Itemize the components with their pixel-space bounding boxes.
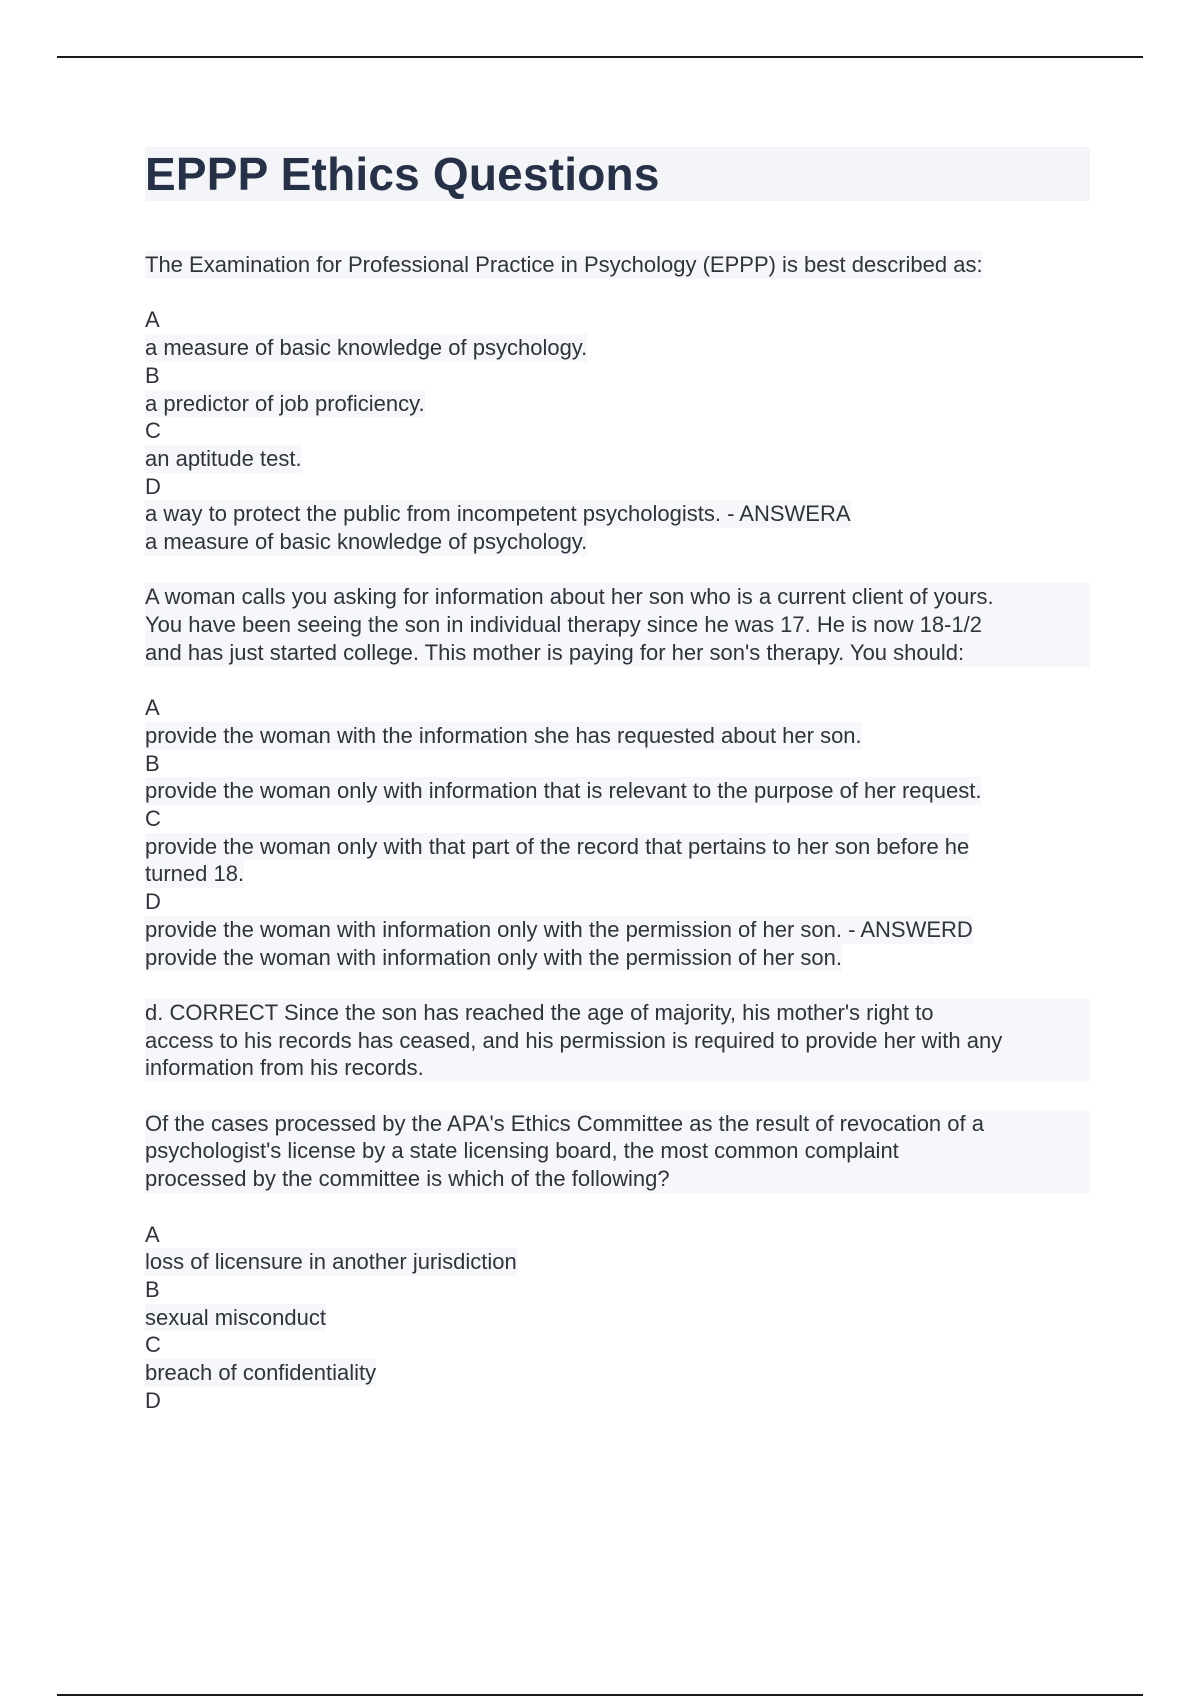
option-letter: B: [145, 1276, 160, 1302]
option-text: turned 18.: [145, 861, 245, 887]
option-letter: B: [145, 750, 160, 776]
question-line: A woman calls you asking for information about her son who is a current client of yours.: [145, 584, 994, 610]
option-text: breach of confidentiality: [145, 1360, 377, 1386]
option-letter: A: [145, 695, 160, 721]
bottom-rule: [57, 1694, 1143, 1696]
explanation-line: access to his records has ceased, and his permission is required to provide her with any: [145, 1027, 1003, 1053]
title-band: [145, 147, 1090, 201]
option-text: provide the woman with the information she has requested about her son.: [145, 722, 862, 748]
question-line: Of the cases processed by the APA's Ethics Committee as the result of revocation of a: [145, 1110, 984, 1136]
option-letter: B: [145, 362, 160, 388]
question-2-text: [145, 583, 1090, 666]
answer-text: provide the woman with information only with the permission of her son.: [145, 944, 843, 970]
option-text: a predictor of job proficiency.: [145, 390, 425, 416]
question-line: processed by the committee is which of the following?: [145, 1166, 670, 1192]
top-rule: [57, 56, 1143, 58]
explanation: [145, 999, 1090, 1082]
option-letter: D: [145, 473, 161, 499]
option-letter: A: [145, 1221, 160, 1247]
question-3: [145, 1110, 1090, 1415]
option-text: a measure of basic knowledge of psychology.: [145, 335, 588, 361]
question-1: [145, 251, 1090, 556]
option-text: a way to protect the public from incompetent psychologists. - ANSWERA: [145, 501, 851, 527]
option-letter: D: [145, 889, 161, 915]
option-text: provide the woman only with information that is relevant to the purpose of her request.: [145, 778, 982, 804]
question-line: You have been seeing the son in individual therapy since he was 17. He is now 18-1/2: [145, 612, 982, 638]
option-letter: A: [145, 307, 160, 333]
option-text: sexual misconduct: [145, 1304, 326, 1330]
option-letter: C: [145, 418, 161, 444]
explanation-line: d. CORRECT Since the son has reached the age of majority, his mother's right to: [145, 999, 934, 1025]
question-line: and has just started college. This mother is paying for her son's therapy. You should:: [145, 639, 965, 665]
document-body: [145, 147, 1090, 1414]
page-title: EPPP Ethics Questions: [145, 148, 660, 200]
question-3-text: [145, 1110, 1090, 1193]
option-text: loss of licensure in another jurisdiction: [145, 1249, 517, 1275]
option-text: provide the woman with information only with the permission of her son. - ANSWERD: [145, 916, 973, 942]
answer-text: a measure of basic knowledge of psychology.: [145, 529, 588, 555]
question-1-text: The Examination for Professional Practice in Psychology (EPPP) is best described as:: [145, 252, 983, 277]
question-2: [145, 583, 1090, 1082]
option-letter: C: [145, 806, 161, 832]
option-letter: D: [145, 1387, 161, 1413]
question-line: psychologist's license by a state licensing board, the most common complaint: [145, 1138, 899, 1164]
explanation-line: information from his records.: [145, 1055, 424, 1081]
option-letter: C: [145, 1332, 161, 1358]
option-text: provide the woman only with that part of the record that pertains to her son before he: [145, 833, 970, 859]
option-text: an aptitude test.: [145, 445, 302, 471]
